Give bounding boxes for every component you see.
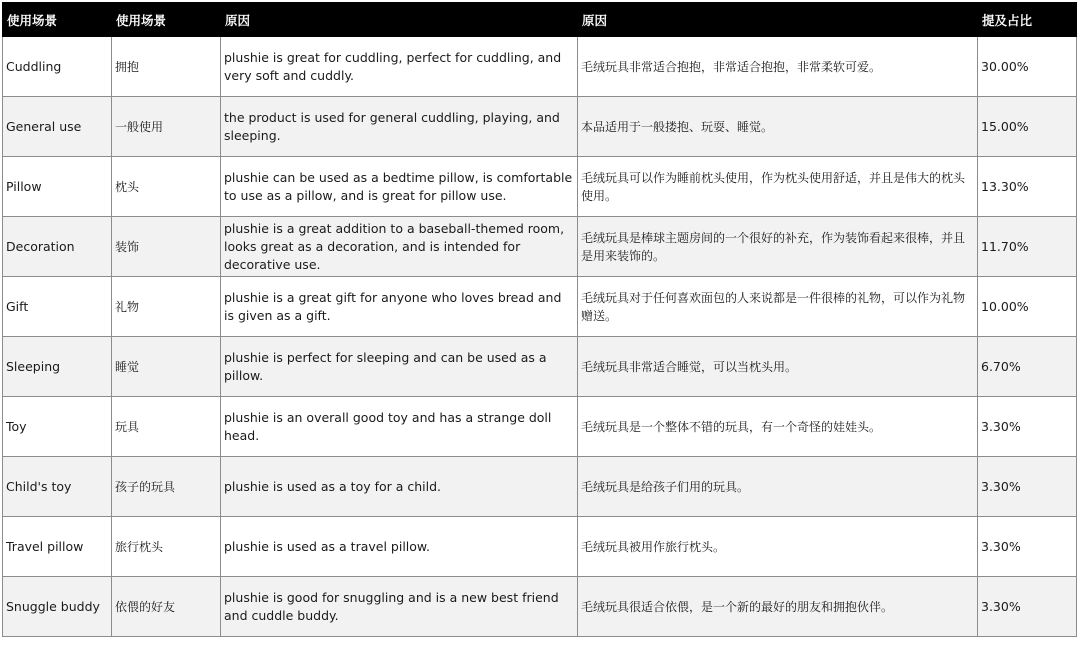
table-row <box>3 577 1077 637</box>
scene-en-cell: Pillow <box>3 157 112 217</box>
table-row <box>3 337 1077 397</box>
scene-zh-cell: 孩子的玩具 <box>112 457 221 517</box>
reason-en-cell: plushie is an overall good toy and has a strange doll head. <box>221 397 578 457</box>
scene-en-cell: Sleeping <box>3 337 112 397</box>
reason-zh-cell: 毛绒玩具对于任何喜欢面包的人来说都是一件很棒的礼物，可以作为礼物赠送。 <box>578 277 978 337</box>
header-share: 提及占比 <box>978 3 1077 37</box>
share-cell: 6.70% <box>978 337 1077 397</box>
scene-en-cell: Gift <box>3 277 112 337</box>
reason-zh-cell: 毛绒玩具是给孩子们用的玩具。 <box>578 457 978 517</box>
share-cell: 3.30% <box>978 397 1077 457</box>
scene-en-cell: Child's toy <box>3 457 112 517</box>
reason-en-cell: plushie is a great gift for anyone who loves bread and is given as a gift. <box>221 277 578 337</box>
table-row <box>3 157 1077 217</box>
header-row <box>3 3 1077 37</box>
scene-en-cell: General use <box>3 97 112 157</box>
scene-en-cell: Travel pillow <box>3 517 112 577</box>
scene-zh-cell: 枕头 <box>112 157 221 217</box>
share-cell: 3.30% <box>978 577 1077 637</box>
reason-zh-cell: 毛绒玩具是棒球主题房间的一个很好的补充，作为装饰看起来很棒，并且是用来装饰的。 <box>578 217 978 277</box>
reason-zh-cell: 毛绒玩具可以作为睡前枕头使用，作为枕头使用舒适，并且是伟大的枕头使用。 <box>578 157 978 217</box>
scene-zh-cell: 睡觉 <box>112 337 221 397</box>
reason-zh-cell: 毛绒玩具被用作旅行枕头。 <box>578 517 978 577</box>
table-row <box>3 97 1077 157</box>
reason-en-cell: plushie is a great addition to a baseball-themed room, looks great as a decoration, and is intended for decorative use. <box>221 217 578 277</box>
reason-en-cell: plushie is perfect for sleeping and can be used as a pillow. <box>221 337 578 397</box>
usage-scenario-table-container <box>2 2 1078 643</box>
reason-zh-cell: 本品适用于一般搂抱、玩耍、睡觉。 <box>578 97 978 157</box>
share-cell: 30.00% <box>978 37 1077 97</box>
reason-zh-cell: 毛绒玩具是一个整体不错的玩具，有一个奇怪的娃娃头。 <box>578 397 978 457</box>
header-scene-en: 使用场景 <box>3 3 112 37</box>
share-cell: 15.00% <box>978 97 1077 157</box>
reason-en-cell: plushie is great for cuddling, perfect for cuddling, and very soft and cuddly. <box>221 37 578 97</box>
reason-zh-cell: 毛绒玩具非常适合抱抱，非常适合抱抱，非常柔软可爱。 <box>578 37 978 97</box>
share-cell: 13.30% <box>978 157 1077 217</box>
header-reason-zh: 原因 <box>578 3 978 37</box>
reason-zh-cell: 毛绒玩具非常适合睡觉，可以当枕头用。 <box>578 337 978 397</box>
scene-en-cell: Toy <box>3 397 112 457</box>
scene-zh-cell: 旅行枕头 <box>112 517 221 577</box>
scene-en-cell: Snuggle buddy <box>3 577 112 637</box>
reason-zh-cell: 毛绒玩具很适合依偎，是一个新的最好的朋友和拥抱伙伴。 <box>578 577 978 637</box>
reason-en-cell: plushie is good for snuggling and is a new best friend and cuddle buddy. <box>221 577 578 637</box>
table-row <box>3 217 1077 277</box>
scene-zh-cell: 装饰 <box>112 217 221 277</box>
reason-en-cell: the product is used for general cuddling, playing, and sleeping. <box>221 97 578 157</box>
table-body <box>3 37 1077 637</box>
table-row <box>3 37 1077 97</box>
table-header <box>3 3 1077 37</box>
table-row <box>3 397 1077 457</box>
usage-scenario-table <box>2 2 1077 637</box>
reason-en-cell: plushie is used as a travel pillow. <box>221 517 578 577</box>
scene-zh-cell: 依偎的好友 <box>112 577 221 637</box>
share-cell: 3.30% <box>978 457 1077 517</box>
reason-en-cell: plushie can be used as a bedtime pillow, is comfortable to use as a pillow, and is great for pillow use. <box>221 157 578 217</box>
header-scene-zh: 使用场景 <box>112 3 221 37</box>
share-cell: 3.30% <box>978 517 1077 577</box>
table-row <box>3 277 1077 337</box>
table-row <box>3 457 1077 517</box>
scene-zh-cell: 玩具 <box>112 397 221 457</box>
scene-en-cell: Decoration <box>3 217 112 277</box>
table-row <box>3 517 1077 577</box>
scene-en-cell: Cuddling <box>3 37 112 97</box>
scene-zh-cell: 礼物 <box>112 277 221 337</box>
reason-en-cell: plushie is used as a toy for a child. <box>221 457 578 517</box>
share-cell: 11.70% <box>978 217 1077 277</box>
share-cell: 10.00% <box>978 277 1077 337</box>
scene-zh-cell: 一般使用 <box>112 97 221 157</box>
header-reason-en: 原因 <box>221 3 578 37</box>
scene-zh-cell: 拥抱 <box>112 37 221 97</box>
